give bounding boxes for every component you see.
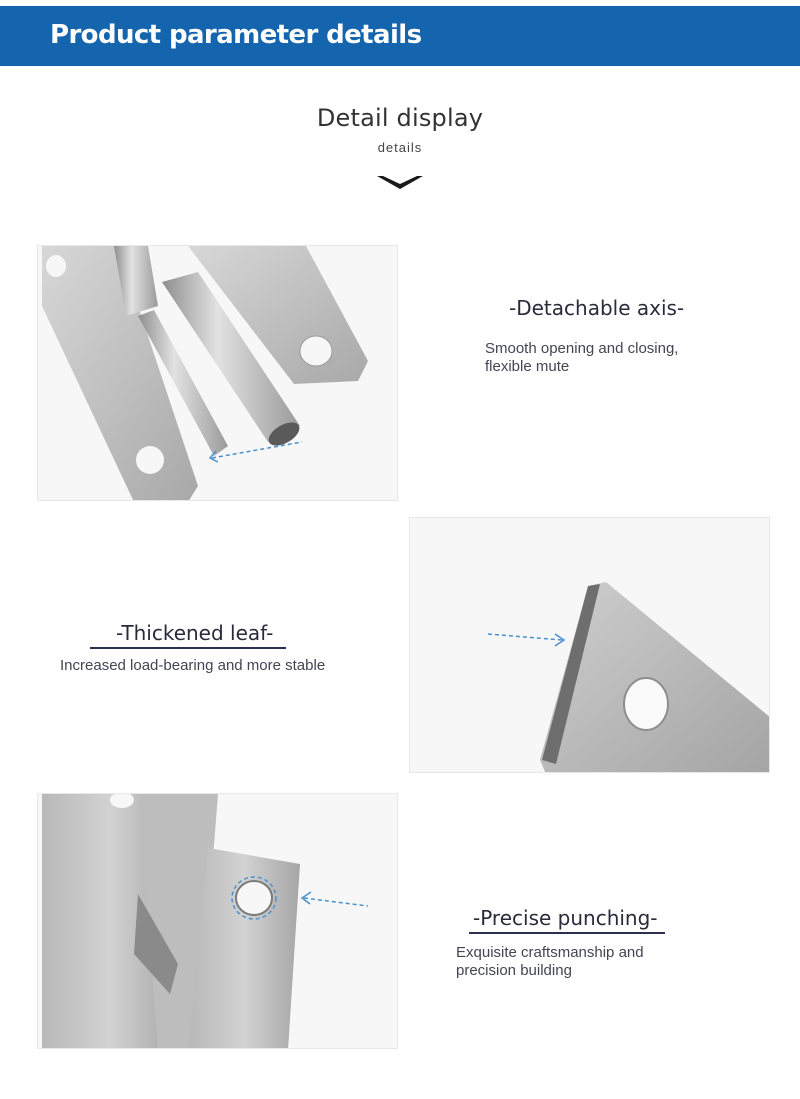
feature-precise-punching-desc bbox=[456, 944, 644, 980]
header-banner bbox=[0, 6, 800, 66]
feature-description-line: Smooth opening and closing, bbox=[485, 340, 679, 357]
hinge-photo-leaf bbox=[409, 517, 770, 773]
hinge-photo-axis bbox=[37, 245, 398, 501]
feature-precise-punching bbox=[469, 906, 668, 934]
section-subtitle: details bbox=[377, 140, 423, 155]
banner-title: Product parameter details bbox=[50, 20, 422, 50]
section-title: Detail display bbox=[316, 104, 484, 132]
feature-title: -Detachable axis- bbox=[509, 296, 685, 320]
hinge-photo-punching bbox=[37, 793, 398, 1049]
feature-detachable-axis-desc bbox=[485, 340, 678, 376]
feature-description-line: flexible mute bbox=[485, 358, 570, 375]
feature-title: -Thickened leaf- bbox=[116, 621, 274, 645]
feature-thickened-leaf bbox=[90, 621, 287, 649]
section-heading bbox=[0, 104, 800, 155]
title-underline bbox=[90, 647, 286, 649]
feature-title: -Precise punching- bbox=[473, 906, 658, 930]
feature-thickened-leaf-desc bbox=[60, 657, 325, 675]
feature-description-line: Increased load-bearing and more stable bbox=[60, 657, 326, 674]
chevron-down-icon bbox=[377, 176, 423, 190]
feature-detachable-axis bbox=[507, 296, 686, 322]
feature-description-line: precision building bbox=[456, 962, 572, 979]
feature-description-line: Exquisite craftsmanship and bbox=[456, 944, 644, 961]
title-underline bbox=[469, 932, 665, 934]
